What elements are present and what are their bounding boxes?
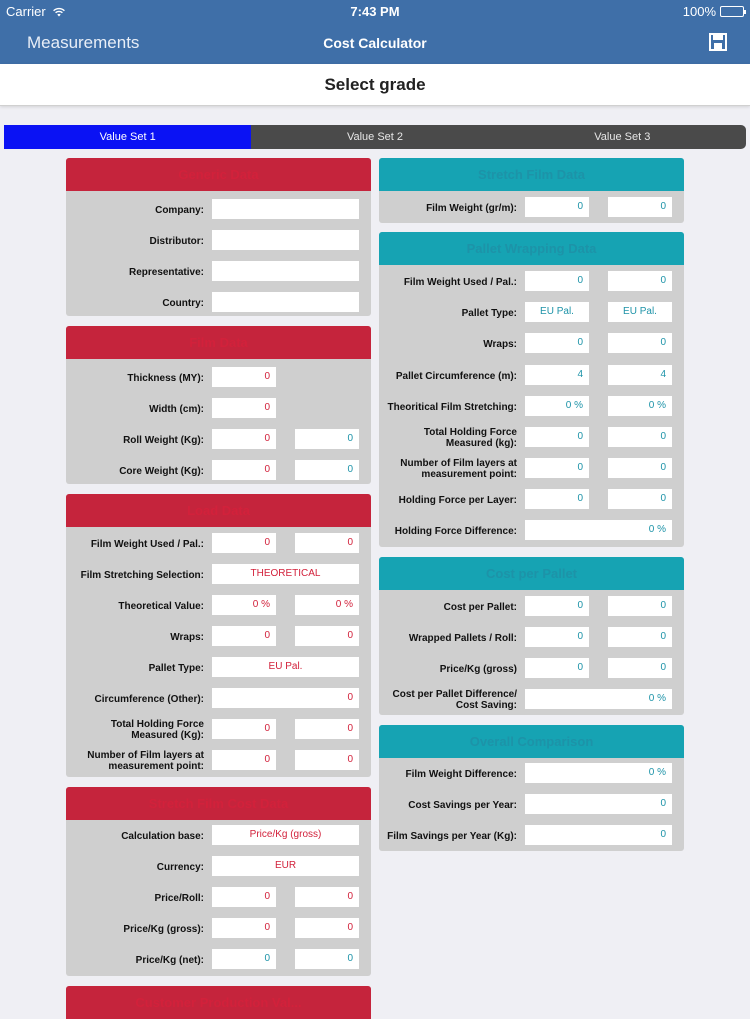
wrap-film-weight-label: Film Weight Used / Pal.: — [403, 276, 517, 288]
wrapped-pallets-output-2: 0 — [608, 627, 672, 647]
tab-value-set-1[interactable]: Value Set 1 — [4, 125, 251, 149]
pallet-circumference-input-2[interactable]: 4 — [608, 365, 672, 385]
cost-per-pallet-output-1: 0 — [525, 596, 589, 616]
carrier-label: Carrier — [6, 4, 66, 19]
theoretical-value-input-2[interactable]: 0 % — [295, 595, 359, 615]
wrapped-pallets-output-1: 0 — [525, 627, 589, 647]
load-pallet-type-select[interactable]: EU Pal. — [212, 657, 359, 677]
customer-production-title: Customer Production Val... — [66, 986, 371, 1019]
wrap-holding-force-label: Total Holding Force Measured (kg): — [423, 427, 517, 449]
wrap-pallet-type-2[interactable]: EU Pal. — [608, 302, 672, 322]
load-film-weight-input-2[interactable]: 0 — [295, 533, 359, 553]
select-grade-button[interactable] — [0, 64, 750, 106]
load-data-title: Load Data — [66, 494, 371, 527]
company-input[interactable] — [212, 199, 359, 219]
value-set-tabs — [4, 125, 746, 149]
tab-value-set-2[interactable]: Value Set 2 — [346, 131, 404, 143]
wrap-film-weight-input-1[interactable]: 0 — [525, 271, 589, 291]
wrap-film-layers-input-1[interactable]: 0 — [525, 458, 589, 478]
cost-savings-output: 0 — [525, 794, 672, 814]
load-film-layers-input-1[interactable]: 0 — [212, 750, 276, 770]
load-wraps-label: Wraps: — [170, 631, 204, 643]
theoretical-value-input-1[interactable]: 0 % — [212, 595, 276, 615]
cost-per-pallet-output-2: 0 — [608, 596, 672, 616]
overall-comparison-panel — [379, 725, 684, 851]
wrap-film-layers-label: Number of Film layers at measurement point: — [400, 458, 517, 480]
price-roll-input-1[interactable]: 0 — [212, 887, 276, 907]
save-icon[interactable] — [708, 32, 728, 52]
core-weight-input-2[interactable]: 0 — [295, 460, 359, 480]
theoretical-stretch-input-1[interactable]: 0 % — [525, 396, 589, 416]
film-savings-label: Film Savings per Year (Kg): — [387, 830, 517, 842]
width-label: Width (cm): — [149, 403, 204, 415]
film-weight-input-2[interactable]: 0 — [608, 197, 672, 217]
force-per-layer-label: Holding Force per Layer: — [398, 494, 517, 506]
price-kg-net-input-2[interactable]: 0 — [295, 949, 359, 969]
force-difference-output: 0 % — [525, 520, 672, 540]
generic-data-panel — [66, 158, 371, 316]
roll-weight-label: Roll Weight (Kg): — [123, 434, 204, 446]
cost-savings-label: Cost Savings per Year: — [408, 799, 517, 811]
theoretical-stretch-input-2[interactable]: 0 % — [608, 396, 672, 416]
wrap-film-layers-input-2[interactable]: 0 — [608, 458, 672, 478]
load-film-weight-label: Film Weight Used / Pal.: — [90, 538, 204, 550]
calc-base-select[interactable]: Price/Kg (gross) — [212, 825, 359, 845]
film-weight-label: Film Weight (gr/m): — [426, 202, 517, 214]
load-wraps-input-2[interactable]: 0 — [295, 626, 359, 646]
representative-input[interactable] — [212, 261, 359, 281]
load-data-panel — [66, 494, 371, 777]
load-holding-force-input-2[interactable]: 0 — [295, 719, 359, 739]
battery-icon — [720, 6, 744, 17]
pallet-circumference-input-1[interactable]: 4 — [525, 365, 589, 385]
wrap-wraps-input-1[interactable]: 0 — [525, 333, 589, 353]
wrap-holding-force-input-2[interactable]: 0 — [608, 427, 672, 447]
film-data-panel — [66, 326, 371, 484]
film-weight-diff-output: 0 % — [525, 763, 672, 783]
roll-weight-input-1[interactable]: 0 — [212, 429, 276, 449]
price-roll-label: Price/Roll: — [154, 892, 204, 904]
cpp-price-kg-output-2: 0 — [608, 658, 672, 678]
wrapped-pallets-label: Wrapped Pallets / Roll: — [408, 632, 517, 644]
select-grade-label: Select grade — [324, 75, 426, 94]
stretch-film-cost-panel — [66, 787, 371, 976]
cost-difference-label: Cost per Pallet Difference/ Cost Saving: — [392, 689, 517, 711]
wrap-pallet-type-label: Pallet Type: — [461, 307, 517, 319]
stretch-film-data-panel — [379, 158, 684, 223]
clock: 7:43 PM — [350, 4, 400, 19]
overall-comparison-title: Overall Comparison — [379, 725, 684, 758]
cost-per-pallet-label: Cost per Pallet: — [443, 601, 517, 613]
film-data-title: Film Data — [66, 326, 371, 359]
cost-per-pallet-title: Cost per Pallet — [379, 557, 684, 590]
load-film-layers-input-2[interactable]: 0 — [295, 750, 359, 770]
price-kg-net-label: Price/Kg (net): — [135, 954, 204, 966]
tab-value-set-3[interactable]: Value Set 3 — [594, 131, 651, 143]
roll-weight-input-2[interactable]: 0 — [295, 429, 359, 449]
theoretical-stretch-label: Theoritical Film Stretching: — [387, 401, 517, 413]
generic-data-title: Generic Data — [66, 158, 371, 191]
price-kg-net-input-1[interactable]: 0 — [212, 949, 276, 969]
stretch-film-data-title: Stretch Film Data — [379, 158, 684, 191]
force-per-layer-input-1[interactable]: 0 — [525, 489, 589, 509]
price-roll-input-2[interactable]: 0 — [295, 887, 359, 907]
country-input[interactable] — [212, 292, 359, 312]
circumference-other-input[interactable]: 0 — [212, 688, 359, 708]
company-label: Company: — [155, 204, 204, 216]
stretching-selection-select[interactable]: THEORETICAL — [212, 564, 359, 584]
country-label: Country: — [162, 297, 204, 309]
status-bar — [0, 0, 750, 22]
load-film-layers-label: Number of Film layers at measurement point: — [87, 750, 204, 772]
load-holding-force-label: Total Holding Force Measured (Kg): — [110, 719, 204, 741]
load-wraps-input-1[interactable]: 0 — [212, 626, 276, 646]
price-kg-gross-input-2[interactable]: 0 — [295, 918, 359, 938]
back-button-measurements[interactable]: Measurements — [27, 33, 140, 52]
nav-bar — [0, 22, 750, 64]
cost-per-pallet-panel — [379, 557, 684, 715]
circumference-other-label: Circumference (Other): — [94, 693, 204, 705]
battery-indicator: 100% — [683, 4, 744, 19]
currency-label: Currency: — [156, 861, 204, 873]
price-kg-gross-input-1[interactable]: 0 — [212, 918, 276, 938]
pallet-wrapping-panel — [379, 232, 684, 547]
pallet-wrapping-title: Pallet Wrapping Data — [379, 232, 684, 265]
nav-title: Cost Calculator — [323, 35, 427, 51]
cost-difference-output: 0 % — [525, 689, 672, 709]
wrap-wraps-label: Wraps: — [483, 338, 517, 350]
load-film-weight-input-1[interactable]: 0 — [212, 533, 276, 553]
pallet-circumference-label: Pallet Circumference (m): — [395, 370, 517, 382]
wrap-wraps-input-2[interactable]: 0 — [608, 333, 672, 353]
force-difference-label: Holding Force Difference: — [394, 525, 517, 537]
thickness-input[interactable]: 0 — [212, 367, 276, 387]
force-per-layer-input-2[interactable]: 0 — [608, 489, 672, 509]
cpp-price-kg-output-1: 0 — [525, 658, 589, 678]
film-weight-input-1[interactable]: 0 — [525, 197, 589, 217]
core-weight-label: Core Weight (Kg): — [119, 465, 204, 477]
distributor-input[interactable] — [212, 230, 359, 250]
customer-production-panel — [66, 986, 371, 1016]
representative-label: Representative: — [128, 266, 204, 278]
load-pallet-type-label: Pallet Type: — [148, 662, 204, 674]
distributor-label: Distributor: — [149, 235, 204, 247]
core-weight-input-1[interactable]: 0 — [212, 460, 276, 480]
stretching-selection-label: Film Stretching Selection: — [80, 569, 204, 581]
currency-select[interactable]: EUR — [212, 856, 359, 876]
wrap-film-weight-input-2[interactable]: 0 — [608, 271, 672, 291]
wrap-pallet-type-1[interactable]: EU Pal. — [525, 302, 589, 322]
stretch-film-cost-title: Stretch Film Cost Data — [66, 787, 371, 820]
price-kg-gross-label: Price/Kg (gross): — [123, 923, 204, 935]
load-holding-force-input-1[interactable]: 0 — [212, 719, 276, 739]
theoretical-value-label: Theoretical Value: — [118, 600, 204, 612]
calc-base-label: Calculation base: — [121, 830, 204, 842]
width-input[interactable]: 0 — [212, 398, 276, 418]
film-weight-diff-label: Film Weight Difference: — [405, 768, 517, 780]
cpp-price-kg-label: Price/Kg (gross) — [439, 663, 517, 675]
film-savings-output: 0 — [525, 825, 672, 845]
wrap-holding-force-input-1[interactable]: 0 — [525, 427, 589, 447]
thickness-label: Thickness (MY): — [127, 372, 204, 384]
